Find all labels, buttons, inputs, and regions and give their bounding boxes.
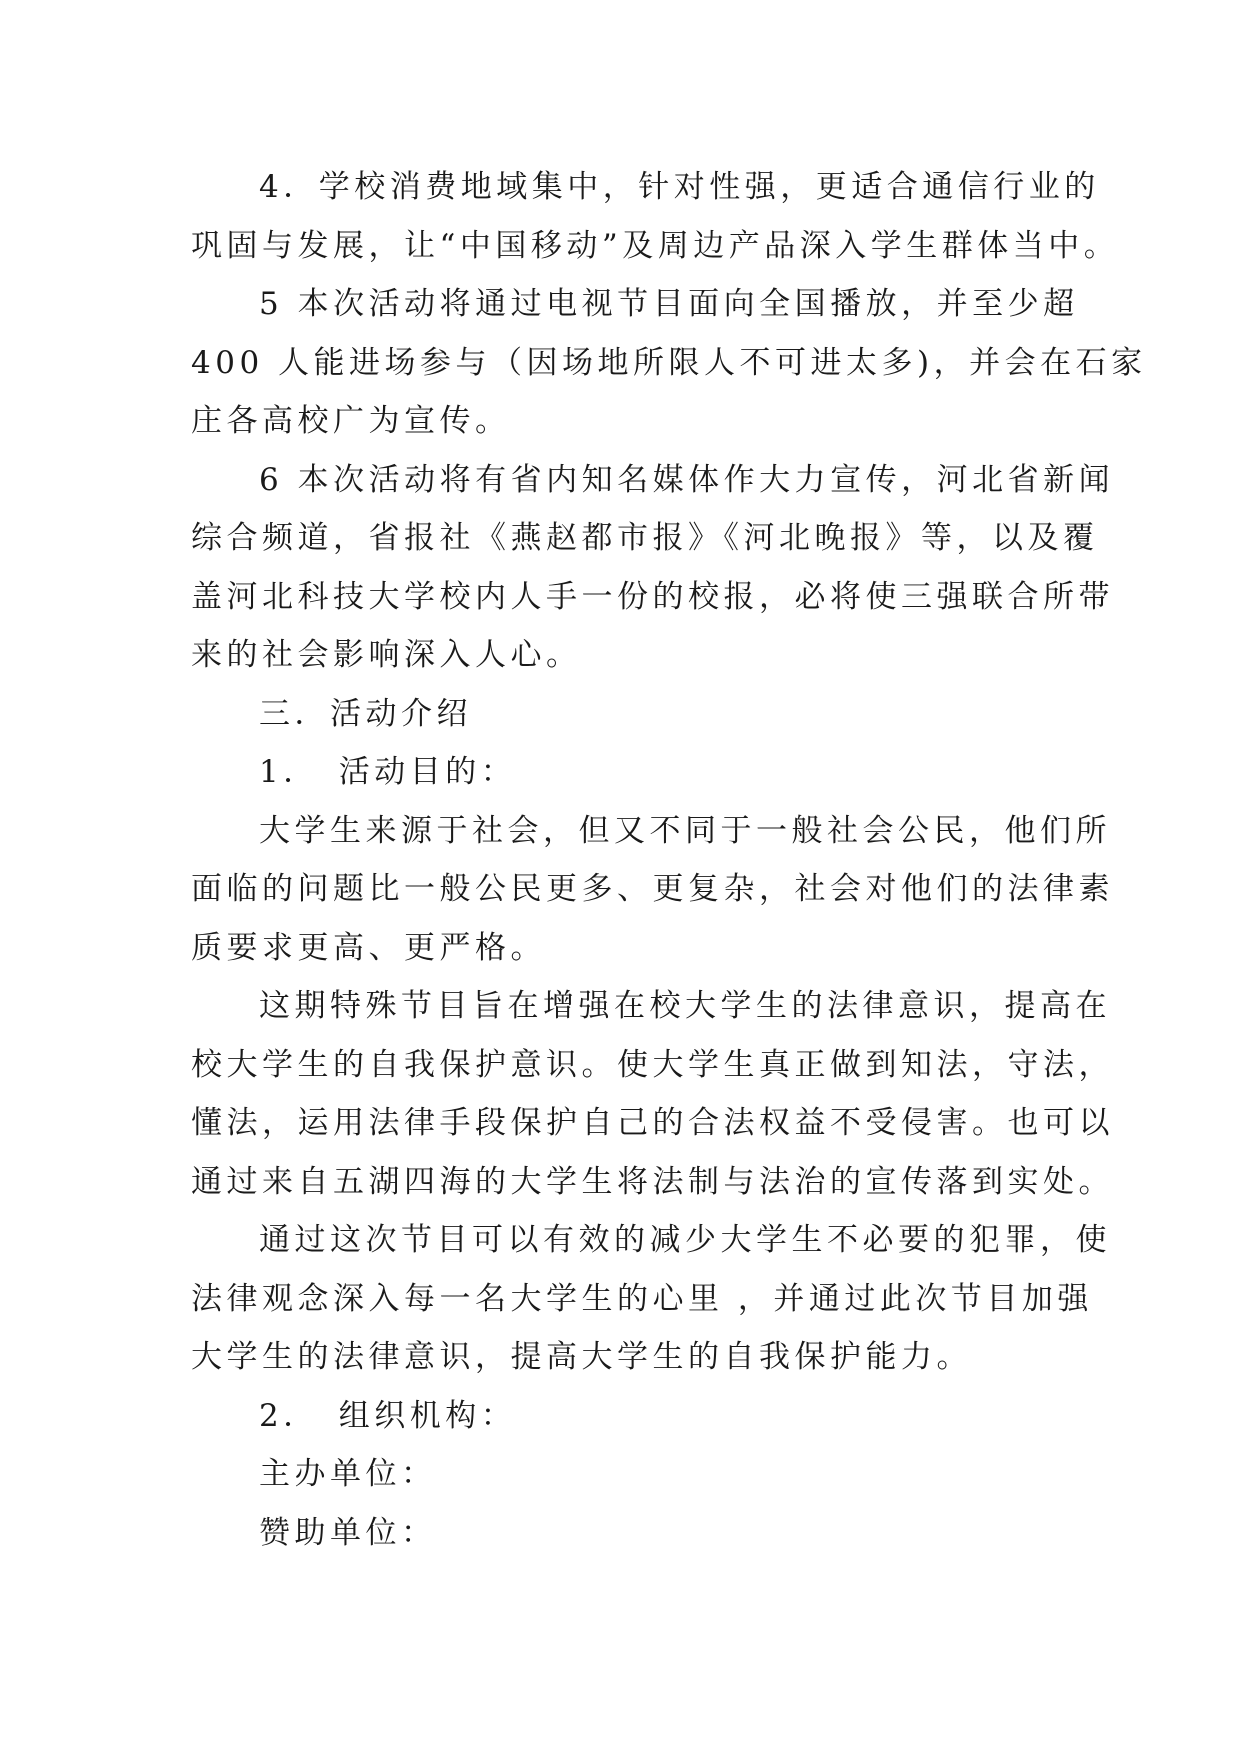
text-line: 400 人能进场参与（因场地所限人不可进太多)，并会在石家 [191,344,1147,381]
text-line: 5 本次活动将通过电视节目面向全国播放，并至少超 [259,286,1079,322]
text-line: 法律观念深入每一名大学生的心里 ，并通过此次节目加强 [191,1280,1093,1317]
text-line: 大学生的法律意识，提高大学生的自我保护能力。 [191,1339,972,1375]
text-line: 通过这次节目可以有效的减少大学生不必要的犯罪，使 [259,1222,1111,1258]
paragraph-item-4 [191,158,1120,275]
text-line: 4．学校消费地域集中，针对性强，更适合通信行业的 [259,169,1100,205]
text-line: 6 本次活动将有省内知名媒体作大力宣传，河北省新闻 [259,461,1115,498]
section-heading: 三．活动介绍 [259,695,472,732]
text-line: 盖河北科技大学校内人手一份的校报，必将使三强联合所带 [191,578,1114,615]
paragraph-item-6 [191,451,1115,685]
text-line: 大学生来源于社会，但又不同于一般社会公民，他们所 [259,812,1111,849]
sponsor-unit-line [191,1504,1071,1563]
host-unit-label: 主办单位： [259,1456,437,1492]
text-line: 通过来自五湖四海的大学生将法制与法治的宣传落到实处。 [191,1163,1114,1200]
subheading: 2． 组织机构： [259,1397,517,1434]
text-line: 庄各高校广为宣传。 [191,403,511,439]
subheading: 1． 活动目的： [259,754,517,790]
text-line: 面临的问题比一般公民更多、更复杂，社会对他们的法律素 [191,871,1114,907]
text-line: 校大学生的自我保护意识。使大学生真正做到知法，守法， [191,1046,1114,1083]
text-line: 巩固与发展，让“中国移动”及周边产品深入学生群体当中。 [191,227,1120,264]
text-line: 懂法，运用法律手段保护自己的合法权益不受侵害。也可以 [191,1105,1114,1141]
section-heading-activity-intro [191,685,1071,744]
paragraph-item-5 [191,275,1147,451]
text-line: 来的社会影响深入人心。 [191,637,582,673]
host-unit-line [191,1445,1071,1504]
subheading-organization [191,1387,1071,1446]
sponsor-unit-label: 赞助单位： [259,1514,437,1551]
paragraph-purpose-2 [191,977,1114,1211]
document-body [191,158,1147,1562]
subheading-activity-purpose [191,743,1071,802]
paragraph-purpose-3 [191,1211,1111,1387]
text-line: 这期特殊节目旨在增强在校大学生的法律意识，提高在 [259,988,1111,1024]
paragraph-purpose-1 [191,802,1114,978]
text-line: 质要求更高、更严格。 [191,929,546,966]
text-line: 综合频道，省报社《燕赵都市报》《河北晚报》等，以及覆 [191,520,1099,556]
